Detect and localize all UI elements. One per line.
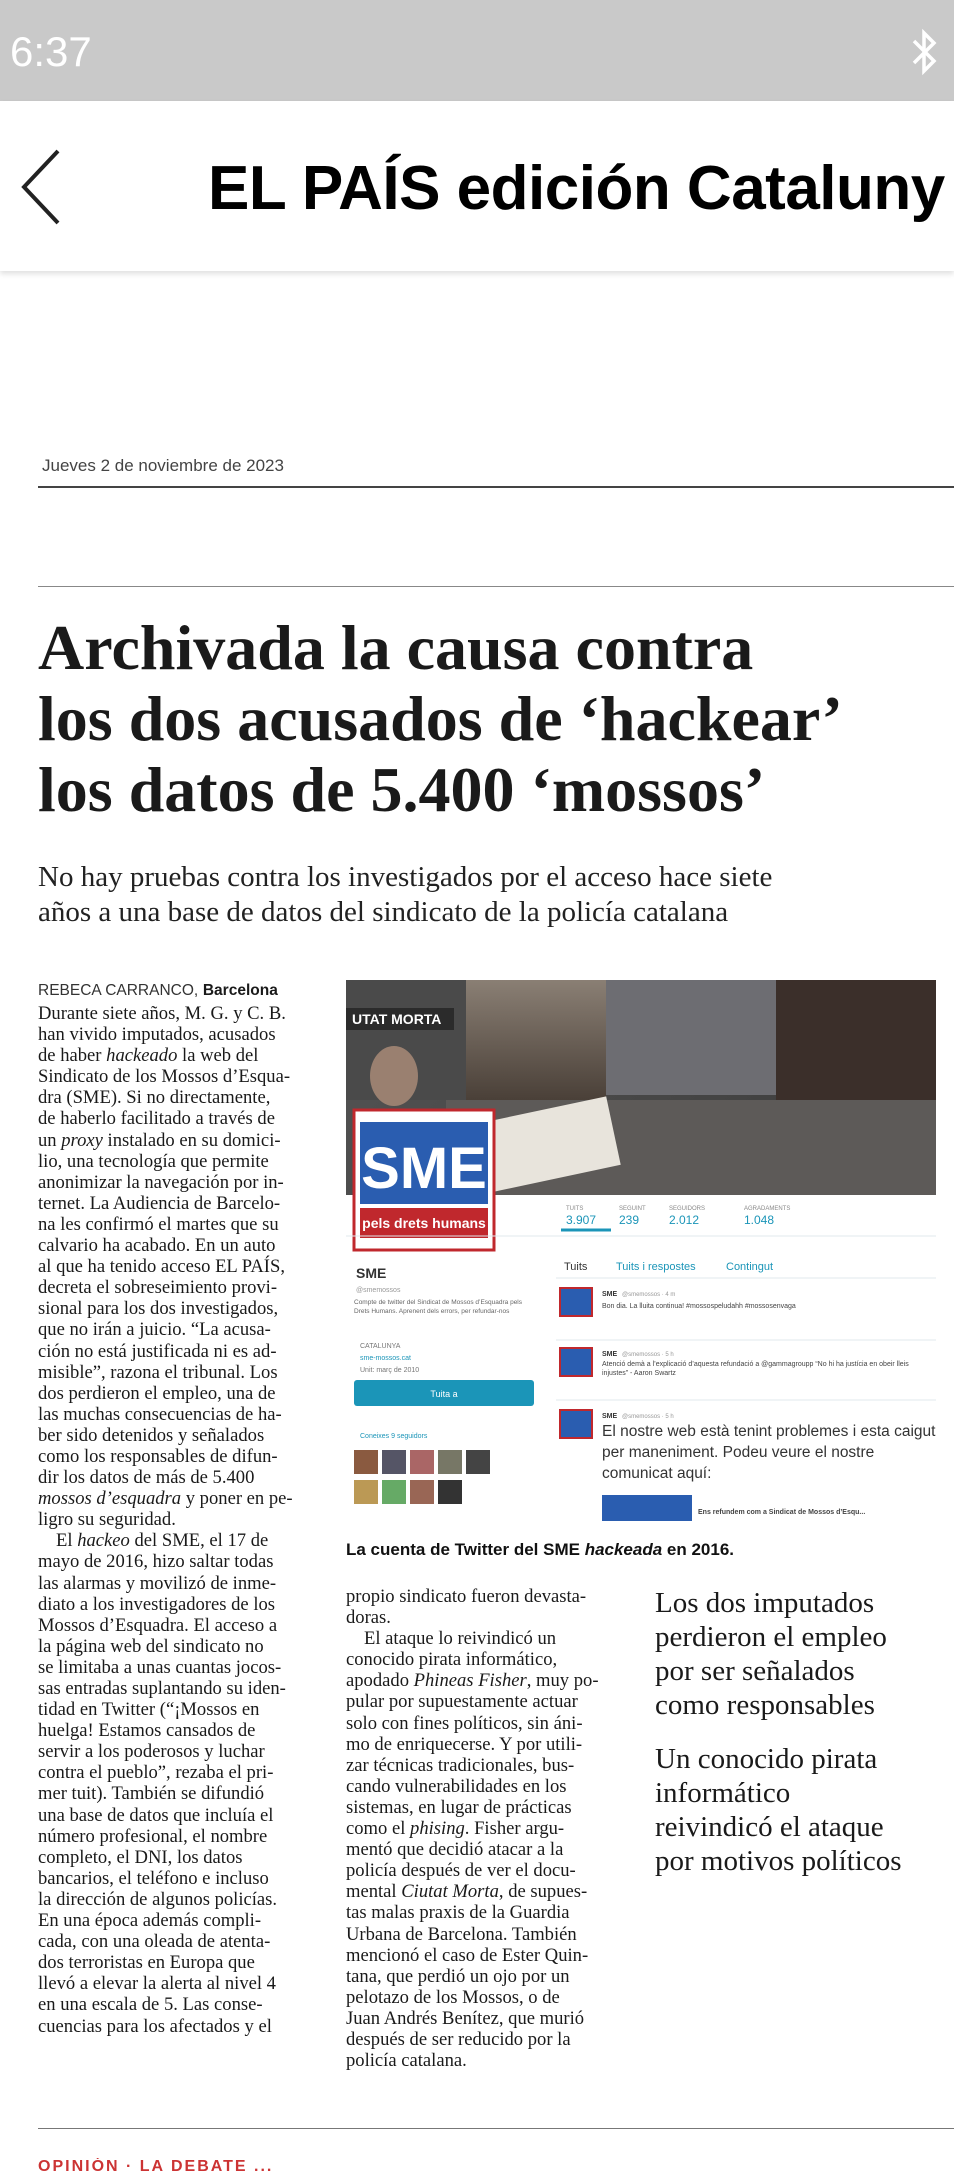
body-line: lio, una tecnología que permite — [38, 1150, 269, 1172]
byline — [38, 978, 323, 1003]
divider — [38, 486, 954, 488]
profile-location: CATALUNYA — [360, 1343, 401, 1350]
body-line: han vivido imputados, acusados — [38, 1024, 276, 1046]
body-line: diato a los investigadores de los — [38, 1593, 276, 1615]
body-line: anonimizar la navegación por in- — [38, 1171, 284, 1193]
edition-date: Jueves 2 de noviembre de 2023 — [42, 456, 284, 475]
profile-bio: Compte de twitter del Sindicat de Mossos d’Esquadra pels Drets Humans. Aprenent dels errors, per refundar-nos — [354, 1299, 523, 1315]
body-line: cada, con una oleada de atenta- — [38, 1931, 271, 1953]
body-line: dos perdieron el empleo, una de — [38, 1382, 276, 1404]
body-line: pular por supuestamente actuar — [346, 1691, 578, 1713]
article-column-1 — [38, 978, 323, 2037]
body-line: un proxy instalado en su domici- — [38, 1129, 281, 1151]
body-line: llevó a elevar la alerta al nivel 4 — [38, 1973, 276, 1995]
pull-quote-2 — [655, 1742, 945, 1878]
tweet-text: El nostre web està tenint problemes i esta caigut per maneniment. Podeu veure el nostre comunicat aquí: — [602, 1423, 936, 1482]
body-line: la página web del sindicato no — [38, 1635, 264, 1657]
body-line: una base de datos que incluía el — [38, 1804, 274, 1826]
body-line: completo, el DNI, los datos — [38, 1846, 243, 1868]
tweet-handle: @smemossos · 5 h — [622, 1414, 674, 1420]
body-line: al que ha tenido acceso EL PAÍS, — [38, 1256, 285, 1278]
article-column-2 — [346, 1586, 636, 2071]
body-line: Durante siete años, M. G. y C. B. — [38, 1003, 286, 1024]
body-line: ligro su seguridad. — [38, 1509, 176, 1531]
back-arrow-icon[interactable] — [18, 147, 64, 227]
body-line: apodado Phineas Fisher, muy po- — [346, 1670, 599, 1692]
body-line: tas malas praxis de la Guardia — [346, 1902, 570, 1924]
body-line: mer tuit). También se difundió — [38, 1783, 265, 1805]
pull-quote-line: como responsables — [655, 1689, 875, 1721]
body-line: mencionó el caso de Ester Quin- — [346, 1944, 589, 1966]
pull-quote-line: Un conocido pirata — [655, 1743, 878, 1775]
body-line: Mossos d’Esquadra. El acceso a — [38, 1614, 278, 1636]
body-line: dra (SME). Si no directamente, — [38, 1087, 271, 1109]
sme-logo-tagline: pels drets humans — [362, 1215, 486, 1231]
byline-city: Barcelona — [202, 982, 278, 999]
body-line: las alarmas y movilizó de inme- — [38, 1572, 277, 1594]
byline-author: REBECA CARRANCO, — [38, 982, 199, 999]
stat-value: 1.048 — [744, 1213, 775, 1227]
body-line: la dirección de algunos policías. — [38, 1888, 278, 1910]
profile-name: SME — [356, 1265, 387, 1281]
stat-value: 239 — [619, 1213, 640, 1227]
pull-quote-line: informático — [655, 1777, 791, 1809]
body-line: número profesional, el nombre — [38, 1825, 268, 1847]
tweet-author: SME — [602, 1351, 618, 1358]
tweet-to-button: Tuita a — [430, 1389, 458, 1399]
stat-value: 3.907 — [566, 1213, 597, 1227]
body-line: propio sindicato fueron devasta- — [346, 1586, 587, 1607]
body-line: tana, que perdió un ojo por un — [346, 1965, 570, 1987]
stat-value: 2.012 — [669, 1213, 700, 1227]
tweet-handle: @smemossos · 5 h — [622, 1352, 674, 1358]
pull-quote-line: por ser señalados — [655, 1655, 855, 1687]
caption-text: en 2016. — [662, 1540, 735, 1559]
body-line: bancarios, el teléfono e incluso — [38, 1867, 269, 1889]
body-line: dos terroristas en Europa que — [38, 1952, 255, 1974]
subheadline-line: No hay pruebas contra los investigados por el acceso hace siete — [38, 861, 773, 893]
profile-tab: Contingut — [726, 1261, 774, 1273]
body-line: El hackeo del SME, el 17 de — [56, 1530, 269, 1552]
body-line: mo de enriquecerse. Y por utili- — [346, 1733, 583, 1755]
body-line: ternet. La Audiencia de Barcelo- — [38, 1192, 281, 1214]
pull-quote-1 — [655, 1586, 945, 1722]
sme-logo: SME — [361, 1136, 487, 1201]
body-line: misible”, razona el tribunal. Los — [38, 1361, 278, 1383]
profile-tab: Tuits i respostes — [616, 1261, 696, 1273]
bluetooth-icon — [910, 28, 940, 76]
stat-label: AGRADAMENTS — [744, 1206, 791, 1212]
stat-label: TUITS — [566, 1206, 584, 1212]
body-line: mayo de 2016, hizo saltar todas — [38, 1551, 274, 1573]
caption-italic: hackeada — [584, 1540, 663, 1559]
profile-web: sme-mossos.cat — [360, 1355, 411, 1362]
body-line: Juan Andrés Benítez, que murió — [346, 2007, 585, 2029]
tweet-text: Bon dia. La lluita continua! #mossospeludahh #mossosenvaga — [602, 1303, 796, 1310]
tweet-author: SME — [602, 1413, 618, 1420]
status-bar — [0, 0, 954, 101]
profile-joined: Unit: març de 2010 — [360, 1367, 420, 1374]
body-line: después de ser reducido por la — [346, 2028, 571, 2050]
body-line: doras. — [346, 1607, 391, 1629]
body-line: calvario ha acabado. En un auto — [38, 1235, 276, 1257]
body-line: dir los datos de más de 5.400 — [38, 1467, 255, 1489]
headline-line: los dos acusados de ‘hackear’ — [38, 683, 843, 754]
tweet-handle: @smemossos · 4 m — [622, 1292, 676, 1298]
body-line: como los responsables de difun- — [38, 1445, 278, 1467]
body-line: que no irán a juicio. “La acusa- — [38, 1319, 271, 1341]
body-line: huelga! Estamos cansados de — [38, 1720, 256, 1742]
twitter-profile-screenshot — [346, 980, 936, 1536]
stat-label: SEGUINT — [619, 1206, 646, 1212]
body-line: tidad en Twitter (“¡Mossos en — [38, 1699, 260, 1721]
photo-caption — [346, 1540, 946, 1560]
body-line: mental Ciutat Morta, de supues- — [346, 1881, 588, 1903]
body-line: cuencias para los afectados y el — [38, 2015, 272, 2037]
photo-banner: UTAT MORTA — [352, 1011, 442, 1027]
body-line: cando vulnerabilidades en los — [346, 1775, 567, 1797]
divider — [38, 2128, 954, 2129]
pull-quote-line: Los dos imputados — [655, 1587, 875, 1619]
profile-handle: @smemossos — [356, 1287, 401, 1294]
body-line: de haber hackeado la web del — [38, 1045, 259, 1067]
status-time: 6:37 — [10, 28, 92, 75]
body-line: se limitaba a unas cuantas jocos- — [38, 1656, 282, 1678]
next-section-strip — [38, 2158, 438, 2173]
subheadline-line: años a una base de datos del sindicato de la policía catalana — [38, 896, 729, 928]
body-line: policía catalana. — [346, 2050, 467, 2072]
tweet-card-title: Ens refundem com a Sindicat de Mossos d’Esqu... — [698, 1509, 866, 1516]
body-line: servir a los poderosos y luchar — [38, 1741, 265, 1763]
body-line: policía después de ver el docu- — [346, 1860, 576, 1882]
profile-tab: Tuits — [564, 1261, 588, 1273]
body-line: ción no está justificada ni es ad- — [38, 1340, 277, 1362]
headline — [38, 612, 938, 825]
followers-note: Coneixes 9 seguidors — [360, 1433, 428, 1440]
body-line: Urbana de Barcelona. También — [346, 1923, 577, 1945]
tweet-author: SME — [602, 1291, 618, 1298]
body-line: decreta el sobreseimiento provi- — [38, 1277, 278, 1299]
body-line: na les confirmó el martes que su — [38, 1213, 279, 1235]
body-line: sistemas, en lugar de prácticas — [346, 1796, 572, 1818]
stat-label: SEGUIDORS — [669, 1206, 706, 1212]
body-line: de haberlo facilitado a través de — [38, 1108, 275, 1130]
body-line: contra el pueblo”, rezaba el pri- — [38, 1762, 274, 1784]
body-line: sional para los dos investigados, — [38, 1298, 279, 1320]
pull-quote-line: perdieron el empleo — [655, 1621, 887, 1653]
caption-text: La cuenta de Twitter del SME — [346, 1540, 585, 1559]
next-section-label: OPINIÓN · LA DEBATE ... — [38, 2158, 274, 2173]
headline-line: Archivada la causa contra — [38, 612, 754, 683]
body-line: mossos d’esquadra y poner en pe- — [38, 1488, 293, 1510]
app-bar — [0, 101, 954, 271]
article-photo — [346, 980, 936, 1536]
divider — [38, 586, 954, 587]
app-title: EL PAÍS edición Cataluny — [208, 154, 945, 223]
subheadline — [38, 860, 938, 930]
body-line: como el phising. Fisher argu- — [346, 1818, 565, 1840]
body-line: solo con fines políticos, sin áni- — [346, 1712, 583, 1734]
body-line: mentó que decidió atacar a la — [346, 1839, 564, 1861]
body-line: Sindicato de los Mossos d’Esqua- — [38, 1066, 291, 1088]
body-line: El ataque lo reivindicó un — [364, 1628, 557, 1650]
body-line: en una escala de 5. Las conse- — [38, 1994, 263, 2016]
body-line: las muchas consecuencias de ha- — [38, 1403, 282, 1425]
pull-quote-line: por motivos políticos — [655, 1845, 902, 1877]
headline-line: los datos de 5.400 ‘mossos’ — [38, 754, 766, 825]
body-line: En una época además compli- — [38, 1910, 262, 1932]
tweet-text: Atenció demà a l’explicació d’aquesta refundació a @gammagroupp “No hi ha justícia en obeir lleis injustes” - Aaron Swartz — [602, 1361, 909, 1377]
body-line: ber sido detenidos y señalados — [38, 1424, 265, 1446]
body-line: sas entradas suplantando su iden- — [38, 1678, 286, 1699]
body-line: conocido pirata informático, — [346, 1649, 558, 1671]
body-line: zar técnicas tradicionales, bus- — [346, 1754, 575, 1776]
pull-quote-line: reivindicó el ataque — [655, 1811, 884, 1843]
body-line: pelotazo de los Mossos, o de — [346, 1986, 560, 2008]
